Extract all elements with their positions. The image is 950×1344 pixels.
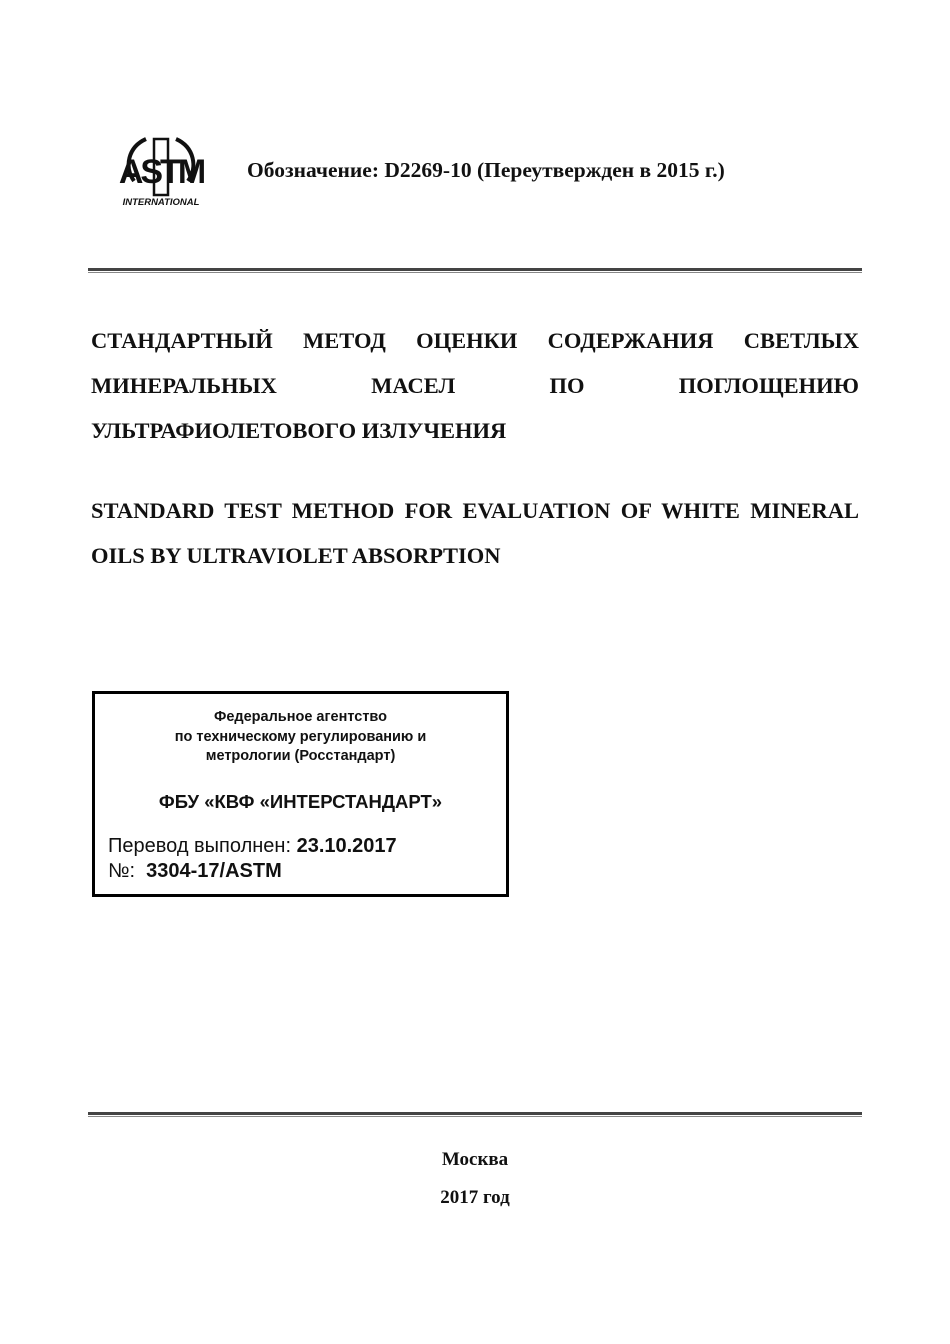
agency-line: Федеральное агентство xyxy=(213,709,388,725)
translation-date-label: Перевод выполнен: xyxy=(108,835,292,857)
astm-logo xyxy=(116,131,206,209)
logo-caption: INTERNATIONAL xyxy=(122,197,200,208)
designation-heading: Обозначение: D2269-10 (Переутвержден в 2015 г.) xyxy=(247,158,725,182)
translation-number: 3304-17/ASTM xyxy=(146,860,282,882)
translation-number-line xyxy=(108,860,282,883)
footer-year: 2017 год xyxy=(440,1187,510,1208)
translation-stamp xyxy=(92,691,509,897)
svg-text:ASTM: ASTM xyxy=(118,153,204,191)
title-english: STANDARD TEST METHOD FOR EVALUATION OF WHITE MINERAL OILS BY ULTRAVIOLET ABSORPTION xyxy=(91,498,859,568)
translation-date-line xyxy=(108,835,397,858)
translation-number-label: №: xyxy=(108,860,136,882)
agency-name xyxy=(95,708,506,767)
footer-city: Москва xyxy=(441,1149,509,1170)
agency-line: по техническому регулированию и xyxy=(174,728,427,745)
top-divider xyxy=(88,268,862,274)
bottom-divider xyxy=(88,1112,862,1118)
translation-date: 23.10.2017 xyxy=(296,835,397,857)
organization-name: ФБУ «КВФ «ИНТЕРСТАНДАРТ» xyxy=(158,791,443,812)
agency-line: метрологии (Росстандарт) xyxy=(205,748,396,764)
title-russian: СТАНДАРТНЫЙ МЕТОД ОЦЕНКИ СОДЕРЖАНИЯ СВЕТЛЫХ МИНЕРАЛЬНЫХ МАСЕЛ ПО ПОГЛОЩЕНИЮ УЛЬТРАФИОЛЕТОВОГО ИЗЛУЧЕНИЯ xyxy=(91,328,859,443)
